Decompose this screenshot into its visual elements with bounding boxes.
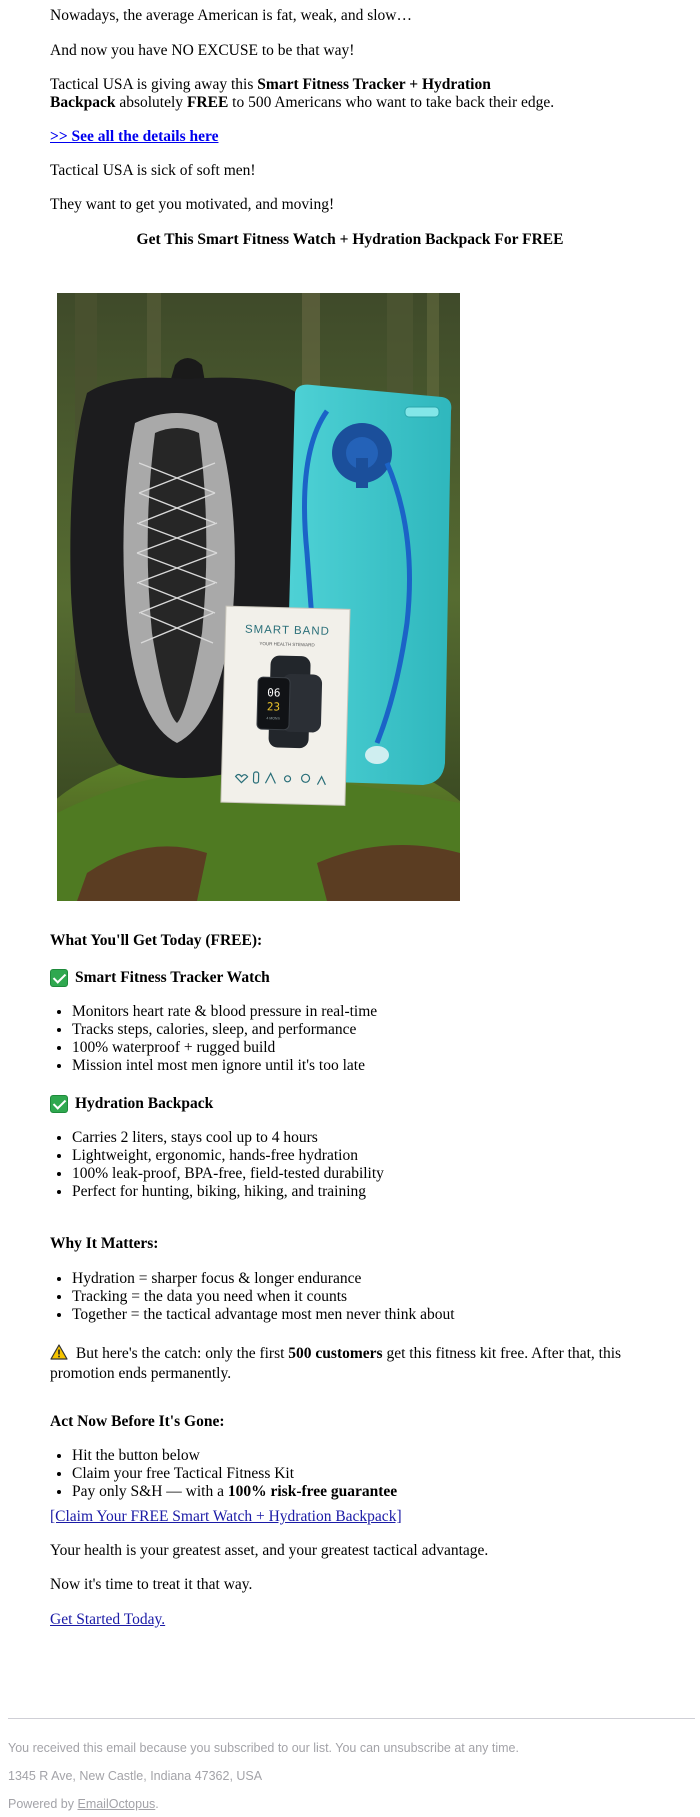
list-item: • Tracks steps, calories, sleep, and performance [72, 1021, 377, 1039]
check-mark-icon [50, 1095, 68, 1113]
footer-subscribed-text: You received this email because you subscribed to our list. You can unsubscribe at any time. [8, 1741, 519, 1755]
footer-divider [8, 1718, 695, 1719]
list-item: • 100% waterproof + rugged build [72, 1039, 377, 1057]
watch-sub: 4 MONS [266, 716, 280, 721]
intro-line-1: Nowadays, the average American is fat, weak, and slow… [50, 7, 412, 24]
why-matters-heading: Why It Matters: [50, 1235, 159, 1252]
footer-powered-by: Powered by EmailOctopus. [8, 1797, 159, 1811]
watch-section-heading [50, 969, 270, 987]
product-image[interactable] [57, 293, 460, 901]
watch-time-top: 06 [267, 686, 281, 700]
claim-link[interactable]: [Claim Your FREE Smart Watch + Hydration Backpack] [50, 1508, 402, 1525]
backpack-section-heading [50, 1095, 213, 1113]
act-now-heading: Act Now Before It's Gone: [50, 1413, 225, 1430]
list-item: • Together = the tactical advantage most men never think about [72, 1306, 455, 1324]
center-heading: Get This Smart Fitness Watch + Hydration Backpack For FREE [136, 231, 564, 248]
list-item: • Hit the button below [72, 1447, 397, 1465]
list-item: • Pay only S&H — with a 100% risk-free guarantee [72, 1483, 397, 1501]
list-item: • Hydration = sharper focus & longer endurance [72, 1270, 455, 1288]
intro-line-2: And now you have NO EXCUSE to be that way! [50, 42, 355, 59]
backpack-feature-list [50, 1129, 384, 1201]
list-item: • Perfect for hunting, biking, hiking, and training [72, 1183, 384, 1201]
health-line: Your health is your greatest asset, and your greatest tactical advantage. [50, 1542, 489, 1559]
motivate-line: They want to get you motivated, and moving! [50, 196, 335, 213]
sick-line: Tactical USA is sick of soft men! [50, 162, 256, 179]
list-item: • Mission intel most men ignore until it's too late [72, 1057, 377, 1075]
get-started-link[interactable]: Get Started Today. [50, 1611, 166, 1628]
list-item: • Claim your free Tactical Fitness Kit [72, 1465, 397, 1483]
list-item: • Tracking = the data you need when it counts [72, 1288, 455, 1306]
box-title: SMART BAND [244, 623, 331, 638]
details-link-wrap [50, 128, 650, 146]
list-item: • Lightweight, ergonomic, hands-free hydration [72, 1147, 384, 1165]
check-mark-icon [50, 969, 68, 987]
watch-time-bottom: 23 [266, 700, 281, 714]
footer-address: 1345 R Ave, New Castle, Indiana 47362, USA [8, 1769, 263, 1783]
warning-icon [50, 1344, 68, 1365]
what-you-get-heading: What You'll Get Today (FREE): [50, 932, 263, 949]
list-item: • Carries 2 liters, stays cool up to 4 hours [72, 1129, 384, 1147]
box-subtitle: YOUR HEALTH STEWARD [259, 641, 315, 648]
time-line: Now it's time to treat it that way. [50, 1576, 253, 1593]
backpack-section-title: Hydration Backpack [75, 1095, 214, 1112]
details-link[interactable]: >> See all the details here [50, 128, 219, 145]
giveaway-paragraph: Tactical USA is giving away this Smart Fitness Tracker + Hydration Backpack absolutely FREE to 500 Americans who want to take back their edge. [50, 76, 555, 111]
watch-feature-list [50, 1003, 377, 1075]
list-item: • 100% leak-proof, BPA-free, field-tested durability [72, 1165, 384, 1183]
get-started-link-wrap [50, 1611, 650, 1629]
watch-section-title: Smart Fitness Tracker Watch [75, 969, 270, 986]
emailoctopus-link[interactable]: EmailOctopus [77, 1797, 156, 1811]
claim-link-wrap [50, 1508, 650, 1526]
list-item: • Monitors heart rate & blood pressure in real-time [72, 1003, 377, 1021]
why-matters-list [50, 1270, 455, 1324]
catch-paragraph: But here's the catch: only the first 500 customers get this fitness kit free. After that, this promotion ends permanently. [50, 1345, 622, 1382]
act-now-list [50, 1447, 397, 1501]
